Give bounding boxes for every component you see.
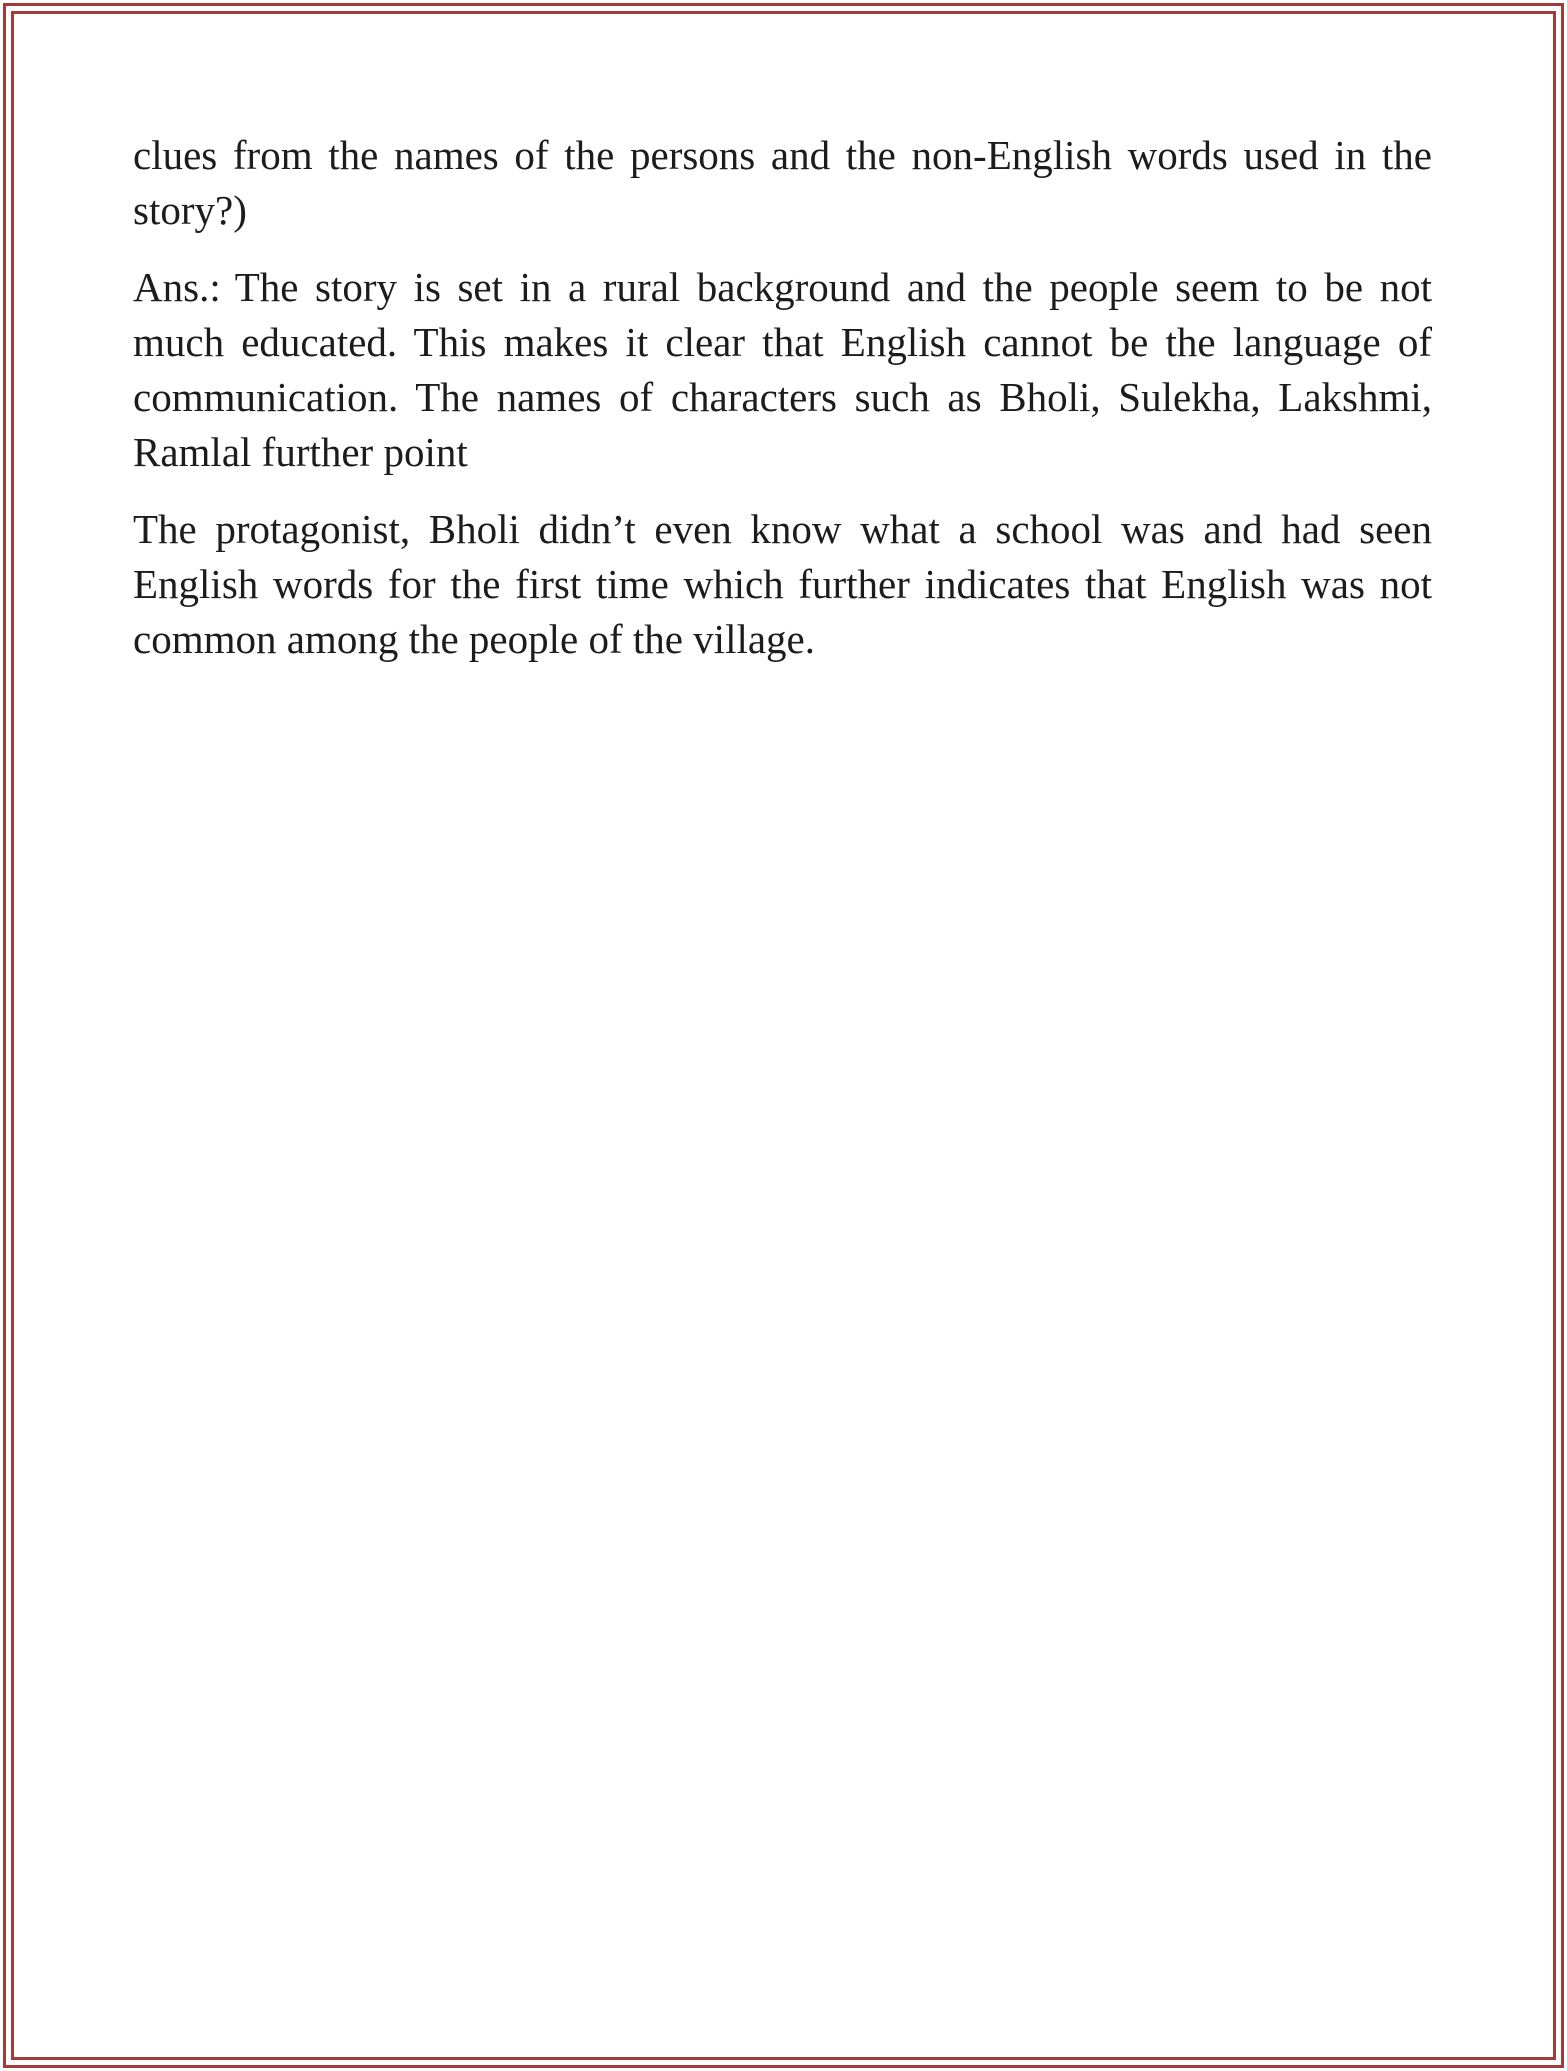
answer-text: The story is set in a rural background and the people seem to be not much educated. This makes it clear that English cannot be the language of communication. The names of characters such as Bholi, Sulekha, Lakshmi, Ramlal further point [133,264,1432,475]
document-body [133,128,1432,689]
answer-label: Ans.: [133,264,221,310]
question-continuation-paragraph: clues from the names of the persons and the non-English words used in the story?) [133,132,1432,233]
answer-continued-paragraph: The protagonist, Bholi didn’t even know what a school was and had seen English words for the first time which further indicates that English was not common among the people of the village. [133,506,1432,662]
answer-paragraph [133,260,1432,480]
